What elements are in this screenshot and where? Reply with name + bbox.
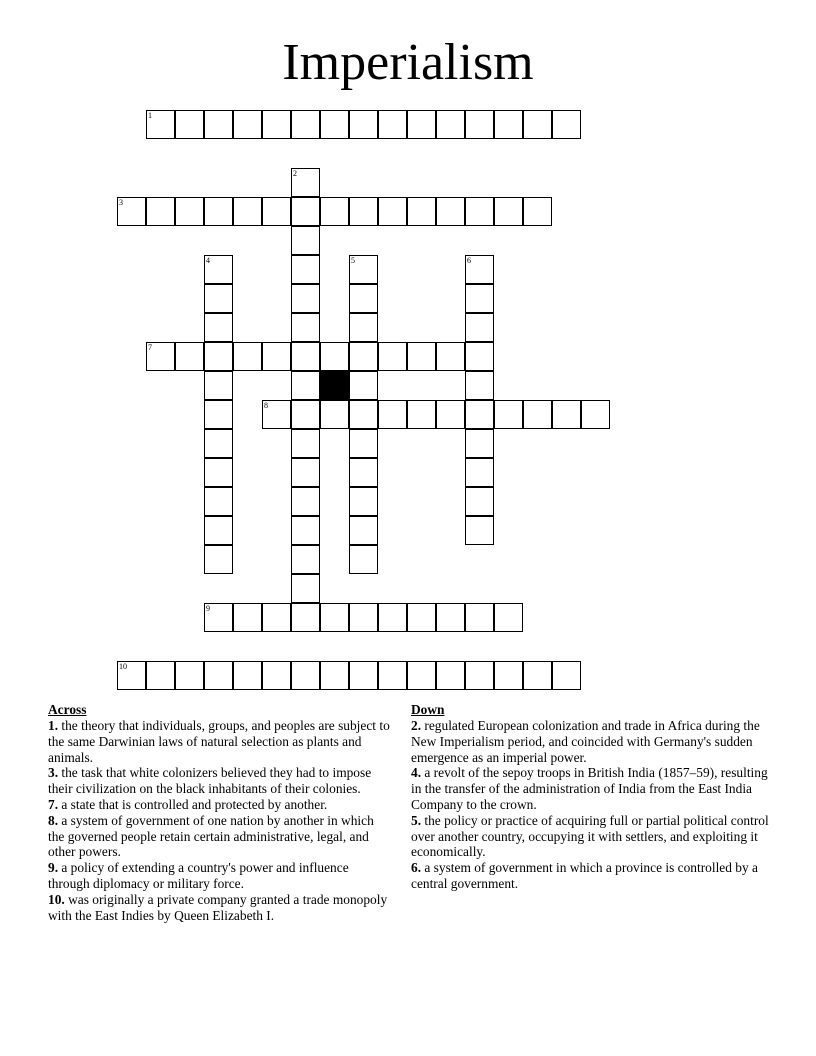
grid-cell[interactable] <box>320 661 349 690</box>
grid-cell[interactable] <box>465 429 494 458</box>
grid-cell[interactable] <box>465 110 494 139</box>
grid-cell[interactable] <box>204 342 233 371</box>
grid-cell[interactable] <box>523 197 552 226</box>
clue-item-text: the policy or practice of acquiring full or partial political control over another country, occupying it with settlers, and exploiting it economically. <box>411 812 769 860</box>
grid-cell[interactable] <box>465 603 494 632</box>
grid-cell[interactable] <box>204 429 233 458</box>
grid-cell[interactable] <box>291 574 320 603</box>
clue-item-number: 8. <box>48 812 59 828</box>
black-cell <box>320 371 349 400</box>
clue-number: 9 <box>206 604 210 613</box>
grid-cell[interactable] <box>465 313 494 342</box>
grid-cell[interactable] <box>291 255 320 284</box>
clue-item-text: a system of government of one nation by another in which the governed people retain certain administrative, legal, and other powers. <box>48 812 374 860</box>
grid-cell[interactable] <box>465 197 494 226</box>
clue-number: 4 <box>206 256 210 265</box>
grid-cell[interactable] <box>349 661 378 690</box>
clue-item-text: the task that white colonizers believed they had to impose their civilization on the black inhabitants of their colonies. <box>48 765 372 797</box>
grid-cell[interactable] <box>291 110 320 139</box>
grid-cell[interactable] <box>407 400 436 429</box>
clue-item <box>48 892 393 924</box>
across-clue-list <box>48 718 393 923</box>
clue-item-number: 2. <box>411 718 422 733</box>
grid-cell[interactable] <box>233 603 262 632</box>
clue-item-number: 7. <box>48 796 59 812</box>
clue-item <box>411 765 776 812</box>
puzzle-title: Imperialism <box>282 34 534 91</box>
grid-cell[interactable] <box>349 255 378 284</box>
clue-item-text: the theory that individuals, groups, and peoples are subject to the same Darwinian laws of natural selection as plants and animals. <box>48 718 390 765</box>
grid-cell[interactable] <box>407 197 436 226</box>
grid-cell[interactable] <box>117 197 146 226</box>
grid-cell[interactable] <box>291 342 320 371</box>
grid-cell[interactable] <box>552 400 581 429</box>
grid-cell[interactable] <box>349 400 378 429</box>
grid-cell[interactable] <box>436 603 465 632</box>
grid-cell[interactable] <box>291 284 320 313</box>
clue-item-number: 4. <box>411 765 422 781</box>
grid-cell[interactable] <box>349 516 378 545</box>
grid-cell[interactable] <box>523 110 552 139</box>
clue-item-number: 1. <box>48 718 59 733</box>
grid-cell[interactable] <box>494 197 523 226</box>
clue-number: 2 <box>293 169 297 178</box>
grid-cell[interactable] <box>349 371 378 400</box>
clue-item-number: 10. <box>48 891 65 907</box>
down-clues <box>411 702 776 892</box>
clue-item-number: 3. <box>48 765 59 781</box>
clue-number: 3 <box>119 198 123 207</box>
grid-cell[interactable] <box>407 603 436 632</box>
grid-cell[interactable] <box>378 603 407 632</box>
clue-item <box>48 860 393 892</box>
clue-number: 6 <box>467 256 471 265</box>
grid-cell[interactable] <box>204 255 233 284</box>
grid-cell[interactable] <box>320 110 349 139</box>
grid-cell[interactable] <box>146 342 175 371</box>
grid-cell[interactable] <box>349 545 378 574</box>
grid-cell[interactable] <box>523 400 552 429</box>
grid-cell[interactable] <box>117 661 146 690</box>
clue-item-text: a system of government in which a province is controlled by a central government. <box>411 860 758 891</box>
grid-cell[interactable] <box>291 516 320 545</box>
grid-cell[interactable] <box>320 400 349 429</box>
grid-cell[interactable] <box>291 371 320 400</box>
grid-cell[interactable] <box>262 110 291 139</box>
grid-cell[interactable] <box>233 110 262 139</box>
grid-cell[interactable] <box>523 661 552 690</box>
grid-cell[interactable] <box>465 284 494 313</box>
grid-cell[interactable] <box>436 400 465 429</box>
grid-cell[interactable] <box>378 342 407 371</box>
grid-cell[interactable] <box>349 603 378 632</box>
across-clues <box>48 702 393 923</box>
grid-cell[interactable] <box>378 400 407 429</box>
grid-cell[interactable] <box>291 458 320 487</box>
clue-item <box>411 860 776 892</box>
grid-cell[interactable] <box>378 110 407 139</box>
grid-cell[interactable] <box>407 342 436 371</box>
grid-cell[interactable] <box>204 371 233 400</box>
grid-cell[interactable] <box>204 458 233 487</box>
clue-number: 8 <box>264 401 268 410</box>
grid-cell[interactable] <box>349 342 378 371</box>
grid-cell[interactable] <box>204 603 233 632</box>
clue-number: 7 <box>148 343 152 352</box>
grid-cell[interactable] <box>291 429 320 458</box>
clue-item <box>411 813 776 860</box>
grid-cell[interactable] <box>291 661 320 690</box>
grid-cell[interactable] <box>175 661 204 690</box>
grid-cell[interactable] <box>436 197 465 226</box>
grid-cell[interactable] <box>291 226 320 255</box>
clue-item <box>48 797 393 813</box>
grid-cell[interactable] <box>204 313 233 342</box>
grid-cell[interactable] <box>465 487 494 516</box>
clue-number: 1 <box>148 111 152 120</box>
grid-cell[interactable] <box>146 110 175 139</box>
grid-cell[interactable] <box>349 429 378 458</box>
clue-item <box>411 718 776 765</box>
grid-cell[interactable] <box>465 400 494 429</box>
clue-number: 5 <box>351 256 355 265</box>
grid-cell[interactable] <box>146 661 175 690</box>
grid-cell[interactable] <box>320 603 349 632</box>
grid-cell[interactable] <box>494 110 523 139</box>
grid-cell[interactable] <box>204 110 233 139</box>
clue-item-text: a revolt of the sepoy troops in British India (1857–59), resulting in the transfer of the administration of India from the East India Company to the crown. <box>411 765 768 812</box>
clue-number: 10 <box>119 662 127 671</box>
grid-cell[interactable] <box>233 197 262 226</box>
grid-cell[interactable] <box>204 487 233 516</box>
clue-item-number: 6. <box>411 860 422 876</box>
grid-cell[interactable] <box>349 313 378 342</box>
grid-cell[interactable] <box>552 661 581 690</box>
grid-cell[interactable] <box>146 197 175 226</box>
grid-cell[interactable] <box>407 661 436 690</box>
grid-cell[interactable] <box>262 603 291 632</box>
grid-cell[interactable] <box>378 661 407 690</box>
grid-cell[interactable] <box>407 110 436 139</box>
clue-item <box>48 765 393 797</box>
clue-item-number: 5. <box>411 812 422 828</box>
grid-cell[interactable] <box>291 545 320 574</box>
grid-cell[interactable] <box>291 603 320 632</box>
grid-cell[interactable] <box>465 342 494 371</box>
grid-cell[interactable] <box>262 342 291 371</box>
across-heading: Across <box>48 702 87 717</box>
grid-cell[interactable] <box>494 661 523 690</box>
grid-cell[interactable] <box>581 400 610 429</box>
grid-cell[interactable] <box>494 400 523 429</box>
grid-cell[interactable] <box>349 284 378 313</box>
clue-item-text: a policy of extending a country's power and influence through diplomacy or military force. <box>48 860 349 891</box>
grid-cell[interactable] <box>465 661 494 690</box>
grid-cell[interactable] <box>204 284 233 313</box>
clue-item <box>48 718 393 765</box>
down-heading: Down <box>411 702 445 717</box>
grid-cell[interactable] <box>465 458 494 487</box>
grid-cell[interactable] <box>436 110 465 139</box>
grid-cell[interactable] <box>436 661 465 690</box>
grid-cell[interactable] <box>262 661 291 690</box>
grid-cell[interactable] <box>204 516 233 545</box>
grid-cell[interactable] <box>378 197 407 226</box>
grid-cell[interactable] <box>233 661 262 690</box>
clue-item <box>48 813 393 860</box>
clue-item-text: was originally a private company granted a trade monopoly with the East Indies by Queen Elizabeth I. <box>48 891 388 923</box>
grid-cell[interactable] <box>204 661 233 690</box>
grid-cell[interactable] <box>349 458 378 487</box>
grid-cell[interactable] <box>465 371 494 400</box>
grid-cell[interactable] <box>349 110 378 139</box>
grid-cell[interactable] <box>465 255 494 284</box>
grid-cell[interactable] <box>262 197 291 226</box>
grid-cell[interactable] <box>349 197 378 226</box>
grid-cell[interactable] <box>320 197 349 226</box>
grid-cell[interactable] <box>465 516 494 545</box>
grid-cell[interactable] <box>436 342 465 371</box>
down-clue-list <box>411 718 776 892</box>
grid-cell[interactable] <box>291 313 320 342</box>
grid-cell[interactable] <box>349 487 378 516</box>
grid-cell[interactable] <box>262 400 291 429</box>
grid-cell[interactable] <box>320 342 349 371</box>
grid-cell[interactable] <box>175 342 204 371</box>
grid-cell[interactable] <box>552 110 581 139</box>
grid-cell[interactable] <box>494 603 523 632</box>
grid-cell[interactable] <box>233 342 262 371</box>
grid-cell[interactable] <box>204 400 233 429</box>
grid-cell[interactable] <box>175 197 204 226</box>
grid-cell[interactable] <box>204 197 233 226</box>
grid-cell[interactable] <box>204 545 233 574</box>
grid-cell[interactable] <box>291 168 320 197</box>
clue-item-text: regulated European colonization and trade in Africa during the New Imperialism period, and coincided with Germany's sudden emergence as an imperial power. <box>411 718 760 765</box>
grid-cell[interactable] <box>291 487 320 516</box>
clue-item-text: a state that is controlled and protected by another. <box>58 796 328 812</box>
clue-item-number: 9. <box>48 860 59 876</box>
grid-cell[interactable] <box>175 110 204 139</box>
grid-cell[interactable] <box>291 197 320 226</box>
grid-cell[interactable] <box>291 400 320 429</box>
